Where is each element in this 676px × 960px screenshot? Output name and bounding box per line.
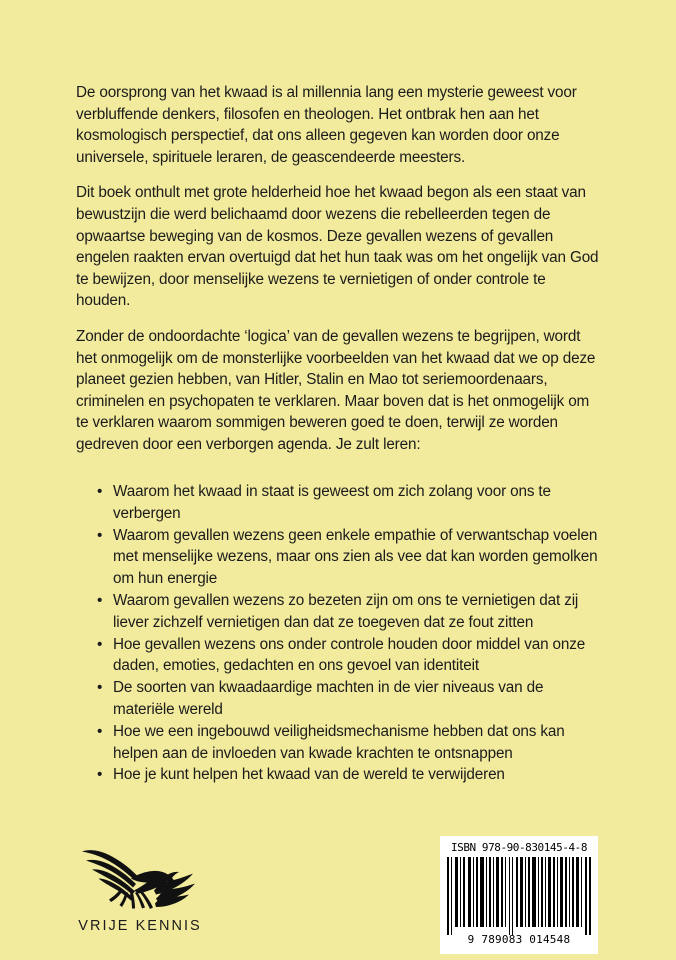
list-item-label: Hoe we een ingebouwd veiligheidsmechanisme hebben dat ons kan helpen aan de invloeden van kwade krachten te ontsnappen [113, 722, 565, 762]
blurb-paragraph-2: Dit boek onthult met grote helderheid hoe het kwaad begon als een staat van bewustzijn die werd belichaamd door wezens die rebelleerden tegen de opwaartse beweging van de kosmos. Deze gevallen wezens of gevallen engelen raakten ervan overtuigd dat het hun taak was om het ongelijk van God te bewijzen, door menselijke wezens te vernietigen of onder controle te houden. [76, 184, 599, 310]
list-item-label: Waarom gevallen wezens geen enkele empathie of verwantschap voelen met menselijke wezens, maar ons zien als vee dat kan worden gemolken om hun energie [113, 526, 598, 588]
feature-bullet-list [97, 481, 605, 786]
bullet-marker-icon: • [97, 526, 103, 544]
flying-bird-icon [75, 836, 205, 914]
list-item [97, 525, 605, 590]
bullet-marker-icon: • [97, 591, 103, 609]
list-item [97, 677, 605, 721]
isbn-barcode-panel [440, 836, 598, 954]
list-item [97, 634, 605, 678]
blurb-paragraph-1: De oorsprong van het kwaad is al millennia lang een mysterie geweest voor verbluffende denkers, filosofen en theologen. Het ontbrak hen aan het kosmologisch perspectief, dat ons alleen gegeven kan worden door onze universele, spirituele leraren, de geascendeerde meesters. [76, 84, 577, 166]
list-item-label: Hoe je kunt helpen het kwaad van de wereld te verwijderen [113, 766, 505, 784]
list-item [97, 481, 605, 525]
list-item [97, 721, 605, 765]
list-item-label: Hoe gevallen wezens ons onder controle houden door middel van onze daden, emoties, gedachten en ons gevoel van identiteit [113, 635, 586, 675]
list-item [97, 590, 605, 634]
bullet-marker-icon: • [97, 766, 103, 784]
bullet-marker-icon: • [97, 635, 103, 653]
list-item-label: Waarom gevallen wezens zo bezeten zijn om ons te vernietigen dat zij liever zichzelf vernietigen dan dat ze toegeven dat ze fout zitten [113, 591, 579, 631]
isbn-number-label: ISBN 978-90-830145-4-8 [450, 841, 588, 854]
bullet-marker-icon: • [97, 722, 103, 740]
publisher-name: VRIJE KENNIS [78, 918, 202, 934]
ean-digits-label: 9 789083 014548 [467, 933, 571, 946]
blurb-text-block [76, 82, 600, 456]
list-item [97, 764, 605, 786]
bullet-marker-icon: • [97, 483, 103, 500]
list-item-label: Waarom het kwaad in staat is geweest om zich zolang voor ons te verbergen [113, 483, 551, 522]
list-item-label: De soorten van kwaadaardige machten in de vier niveaus van de materiële wereld [113, 679, 544, 718]
bullet-marker-icon: • [97, 679, 103, 697]
barcode-bars-icon [447, 857, 591, 935]
publisher-logo [70, 836, 210, 934]
blurb-paragraph-3: Zonder de ondoordachte ‘logica’ van de gevallen wezens te begrijpen, wordt het onmogelijk om de monsterlijke voorbeelden van het kwaad dat we op deze planeet gezien hebben, van Hitler, Stalin en Mao tot seriemoordenaars, criminelen en psychopaten te verklaren. Maar boven dat is het onmogelijk om te verklaren waarom sommigen beweren goed te doen, terwijl ze worden gedreven door een verborgen agenda. Je zult leren: [76, 327, 596, 453]
